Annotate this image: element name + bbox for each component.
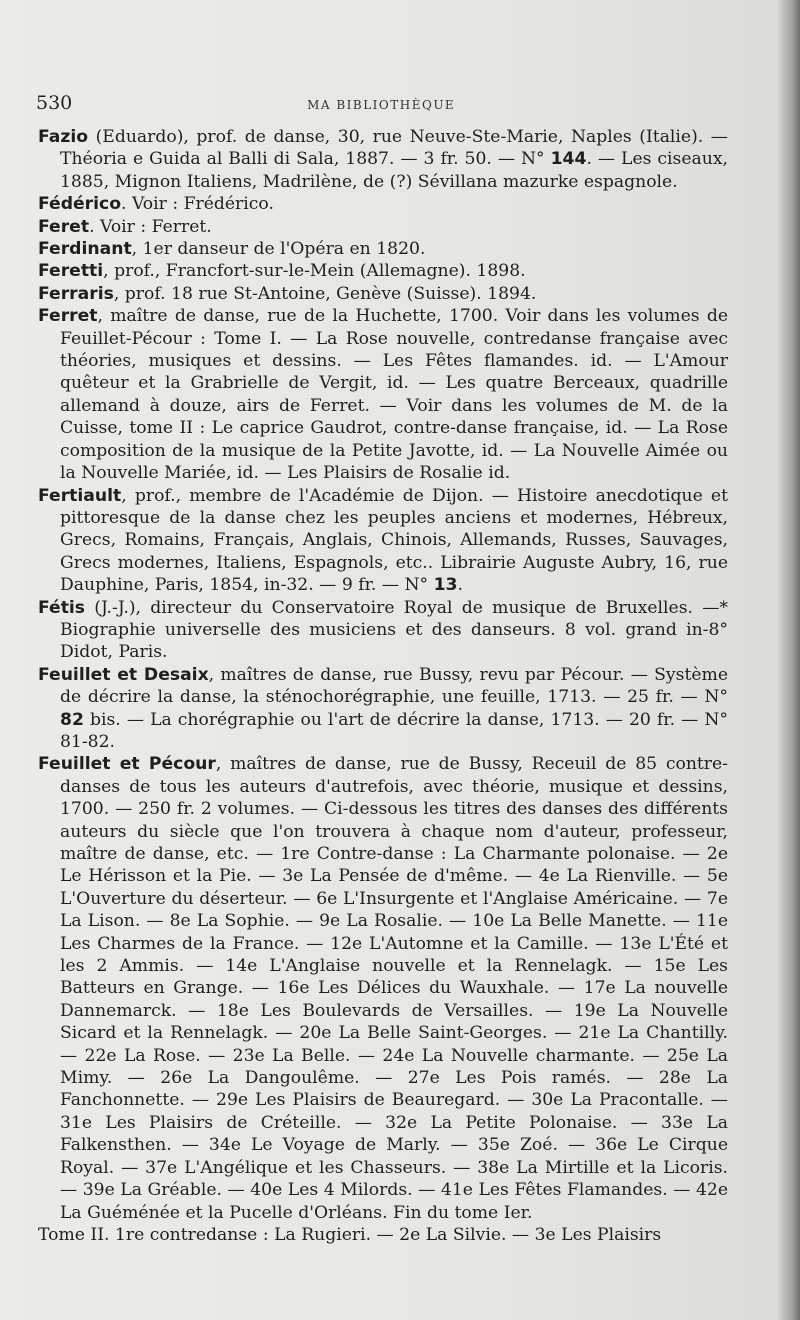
page-content: [38, 126, 728, 1246]
entry-text: . Voir : Frédérico.: [121, 194, 274, 215]
entry-fetis: [38, 597, 728, 664]
entry-name: Feuillet et Desaix: [38, 664, 209, 685]
entry-feret: [38, 216, 728, 238]
entry-text: (Eduardo), prof. de danse, 30, rue Neuve-Ste-Marie, Naples (Italie). — Théoria e Guida al Balli di Sala, 1887. — 3 fr. 50. — N°: [60, 127, 728, 170]
entry-name: Ferdinant: [38, 239, 132, 260]
entry-name: Ferret: [38, 306, 98, 327]
entry-name: Ferraris: [38, 283, 114, 304]
entry-text: , maîtres de danse, rue Bussy, revu par Pécour. — Système de décrire la danse, la sténochorégraphie, une feuille, 1713. — 25 fr. — N°: [60, 664, 728, 708]
entry-ref: 13: [433, 575, 458, 596]
entry-tail: bis. — La chorégraphie ou l'art de décrire la danse, 1713. — 20 fr. — N° 81-82.: [60, 709, 728, 752]
entry-name: Fétis: [38, 597, 86, 618]
entry-ferraris: [38, 283, 728, 305]
entry-federico: [38, 193, 728, 215]
entry-ferret: [38, 305, 728, 484]
entry-name: Fédérico: [38, 194, 122, 215]
running-head: MA BIBLIOTHÈQUE: [307, 98, 456, 112]
page-number: 530: [36, 92, 73, 114]
entry-name: Feret: [38, 216, 90, 237]
entry-text: , maître de danse, rue de la Huchette, 1700. Voir dans les volumes de Feuillet-Pécour : Tome I. — La Rose nouvelle, contredanse française avec théories, musiques et dessins. — Les Fêtes flamandes. id. — L'Amour quêteur et la Grabrielle de Vergit, id. — Les quatre Berceaux, quadrille allemand à douze, airs de Ferret. — Voir dans les volumes de M. de la Cuisse, tome II : Le caprice Gaudrot, contre-danse française, id. — La Rose composition de la musique de la Petite Javotte, id. — La Nouvelle Aimée ou la Nouvelle Mariée, id. — Les Plaisirs de Rosalie id.: [60, 306, 728, 484]
entry-text: (J.-J.), directeur du Conservatoire Royal de musique de Bruxelles. —* Biographie universelle des musiciens et des danseurs. 8 vol. grand in-8° Didot, Paris.: [60, 597, 728, 663]
entry-text: , prof. 18 rue St-Antoine, Genève (Suisse). 1894.: [113, 283, 537, 304]
entry-fazio: [38, 126, 728, 193]
entry-fertiault: [38, 485, 728, 597]
entry-name: Fazio: [38, 127, 89, 147]
entry-text: , prof., Francfort-sur-le-Mein (Allemagne). 1898.: [103, 261, 526, 282]
entry-tail: . — Les ciseaux, 1885, Mignon Italiens, Madrilène, de (?) Sévillana mazurke espagnole.: [60, 149, 728, 192]
continuation-line: Tome II. 1re contredanse : La Rugieri. — 2e La Silvie. — 3e Les Plaisirs: [38, 1224, 662, 1245]
entry-feuillet-desaix: [38, 664, 728, 754]
page-header: [36, 92, 730, 114]
entry-name: Feretti: [38, 261, 104, 282]
entry-tail: .: [457, 575, 463, 596]
entry-text: , prof., membre de l'Académie de Dijon. — Histoire anecdotique et pittoresque de la danse chez les peuples anciens et modernes, Hébreux, Grecs, Romains, Français, Anglais, Chinois, Allemands, Russes, Sauvages, Grecs modernes, Italiens, Espagnols, etc.. Librairie Auguste Aubry, 16, rue Dauphine, Paris, 1854, in-32. — 9 fr. — N°: [60, 485, 728, 596]
entry-text: , maîtres de danse, rue de Bussy, Receuil de 85 contre-danses de tous les auteurs d'autrefois, avec théorie, musique et dessins, 1700. — 250 fr. 2 volumes. — Ci-dessous les titres des danses des différents auteurs du siècle que l'on trouvera à chaque nom d'auteur, professeur, maître de danse, etc. — 1re Contre-danse : La Charmante polonaise. — 2e Le Hérisson et la Pie. — 3e La Pensée de d'même. — 4e La Rienville. — 5e L'Ouverture du déserteur. — 6e L'Insurgente et l'Anglaise Américaine. — 7e La Lison. — 8e La Sophie. — 9e La Rosalie. — 10e La Belle Manette. — 11e Les Charmes de la France. — 12e L'Automne et la Camille. — 13e L'Été et les 2 Ammis. — 14e L'Anglaise nouvelle et la Rennelagk. — 15e Les Batteurs en Grange. — 16e Les Délices du Wauxhale. — 17e La nouvelle Dannemarck. — 18e Les Boulevards de Versailles. — 19e La Nouvelle Sicard et la Rennelagk. — 20e La Belle Saint-Georges. — 21e La Chantilly. — 22e La Rose. — 23e La Belle. — 24e La Nouvelle charmante. — 25e La Mimy. — 26e La Dangoulême. — 27e Les Pois ramés. — 28e La Fanchonnette. — 29e Les Plaisirs de Beauregard. — 30e La Pracontalle. — 31e Les Plaisirs de Créteille. — 32e La Petite Polonaise. — 33e La Falkensthen. — 34e Le Voyage de Marly. — 35e Zoé. — 36e Le Cirque Royal. — 37e L'Angélique et les Chasseurs. — 38e La Mirtille et la Licoris. — 39e La Gréable. — 40e Les 4 Milords. — 41e Les Fêtes Flamandes. — 42e La Guéménée et la Pucelle d'Orléans. Fin du tome Ier.: [60, 754, 728, 1223]
entry-text: , 1er danseur de l'Opéra en 1820.: [131, 239, 426, 260]
entry-feuillet-pecour: [38, 753, 728, 1224]
entry-ref: 144: [550, 149, 587, 170]
entry-name: Feuillet et Pécour: [38, 754, 216, 775]
entry-feretti: [38, 260, 728, 282]
entry-ferdinant: [38, 238, 728, 260]
entry-ref: 82: [60, 709, 84, 730]
book-spine-shadow: [778, 0, 800, 1320]
entry-name: Fertiault: [38, 485, 122, 506]
entry-text: . Voir : Ferret.: [89, 216, 212, 237]
